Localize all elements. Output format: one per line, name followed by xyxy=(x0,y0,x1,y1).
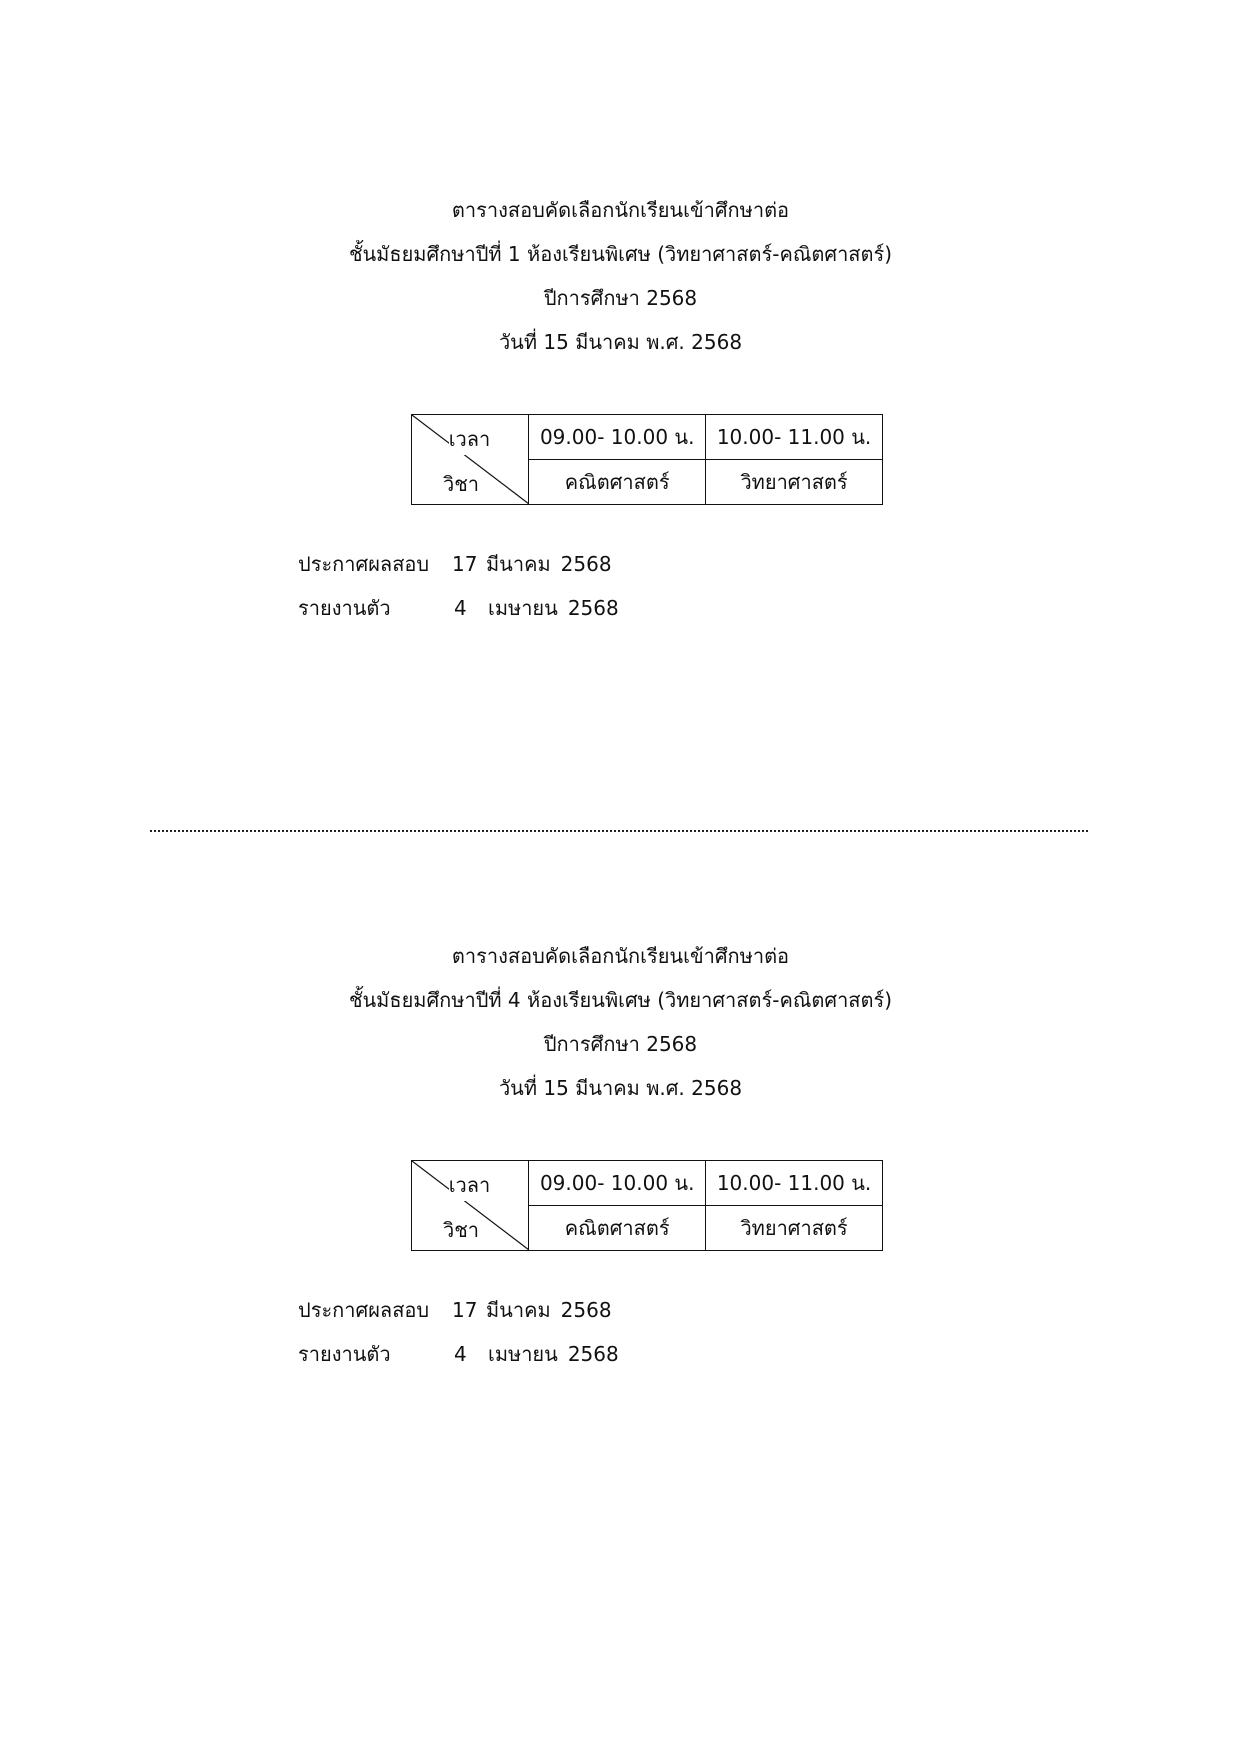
announce-results-year: 2568 xyxy=(560,1298,612,1322)
heading-academic-year: ปีการศึกษา 2568 xyxy=(543,1032,698,1056)
announce-results-day: 17 xyxy=(452,552,478,576)
exam-schedule-m1 xyxy=(0,188,1241,708)
announce-results-month: มีนาคม xyxy=(486,552,551,576)
dotted-cut-line xyxy=(150,830,1088,832)
announce-results-label: ประกาศผลสอบ xyxy=(298,1298,430,1322)
timetable-corner-cell xyxy=(412,1161,529,1251)
timetable-corner-cell xyxy=(412,415,529,505)
subject-slot-2: วิทยาศาสตร์ xyxy=(706,1206,883,1251)
timetable-header-row xyxy=(412,415,883,460)
exam-timetable xyxy=(411,414,883,505)
corner-subject-label: วิชา xyxy=(443,1214,479,1246)
time-slot-2: 10.00- 11.00 น. xyxy=(706,1161,883,1206)
heading-academic-year: ปีการศึกษา 2568 xyxy=(543,286,698,310)
report-in-label: รายงานตัว xyxy=(298,1342,391,1366)
subject-slot-1: คณิตศาสตร์ xyxy=(529,460,706,505)
time-slot-2: 10.00- 11.00 น. xyxy=(706,415,883,460)
corner-time-label: เวลา xyxy=(449,1169,491,1201)
schedule-notes xyxy=(298,1288,619,1376)
corner-subject-label: วิชา xyxy=(443,468,479,500)
report-in-year: 2568 xyxy=(567,596,619,620)
schedule-heading xyxy=(0,188,1241,364)
subject-slot-1: คณิตศาสตร์ xyxy=(529,1206,706,1251)
corner-time-label: เวลา xyxy=(449,423,491,455)
report-in-row xyxy=(298,1332,619,1376)
heading-grade-level: ชั้นมัธยมศึกษาปีที่ 1 ห้องเรียนพิเศษ (วิทยาศาสตร์-คณิตศาสตร์) xyxy=(348,242,893,266)
report-in-month: เมษายน xyxy=(488,1342,558,1366)
announce-results-label: ประกาศผลสอบ xyxy=(298,552,430,576)
report-in-month: เมษายน xyxy=(488,596,558,620)
schedule-heading xyxy=(0,934,1241,1110)
heading-grade-level: ชั้นมัธยมศึกษาปีที่ 4 ห้องเรียนพิเศษ (วิทยาศาสตร์-คณิตศาสตร์) xyxy=(348,988,893,1012)
announce-results-month: มีนาคม xyxy=(486,1298,551,1322)
announce-results-row xyxy=(298,1288,619,1332)
time-slot-1: 09.00- 10.00 น. xyxy=(529,415,706,460)
announce-results-row xyxy=(298,542,619,586)
subject-slot-2: วิทยาศาสตร์ xyxy=(706,460,883,505)
heading-title: ตารางสอบคัดเลือกนักเรียนเข้าศึกษาต่อ xyxy=(451,198,790,222)
report-in-row xyxy=(298,586,619,630)
heading-title: ตารางสอบคัดเลือกนักเรียนเข้าศึกษาต่อ xyxy=(451,944,790,968)
report-in-day: 4 xyxy=(454,596,467,620)
time-slot-1: 09.00- 10.00 น. xyxy=(529,1161,706,1206)
heading-exam-date: วันที่ 15 มีนาคม พ.ศ. 2568 xyxy=(498,1076,743,1100)
announce-results-year: 2568 xyxy=(560,552,612,576)
report-in-day: 4 xyxy=(454,1342,467,1366)
schedule-notes xyxy=(298,542,619,630)
heading-exam-date: วันที่ 15 มีนาคม พ.ศ. 2568 xyxy=(498,330,743,354)
timetable-header-row xyxy=(412,1161,883,1206)
exam-schedule-m4 xyxy=(0,934,1241,1454)
report-in-year: 2568 xyxy=(567,1342,619,1366)
announce-results-day: 17 xyxy=(452,1298,478,1322)
report-in-label: รายงานตัว xyxy=(298,596,391,620)
exam-timetable xyxy=(411,1160,883,1251)
